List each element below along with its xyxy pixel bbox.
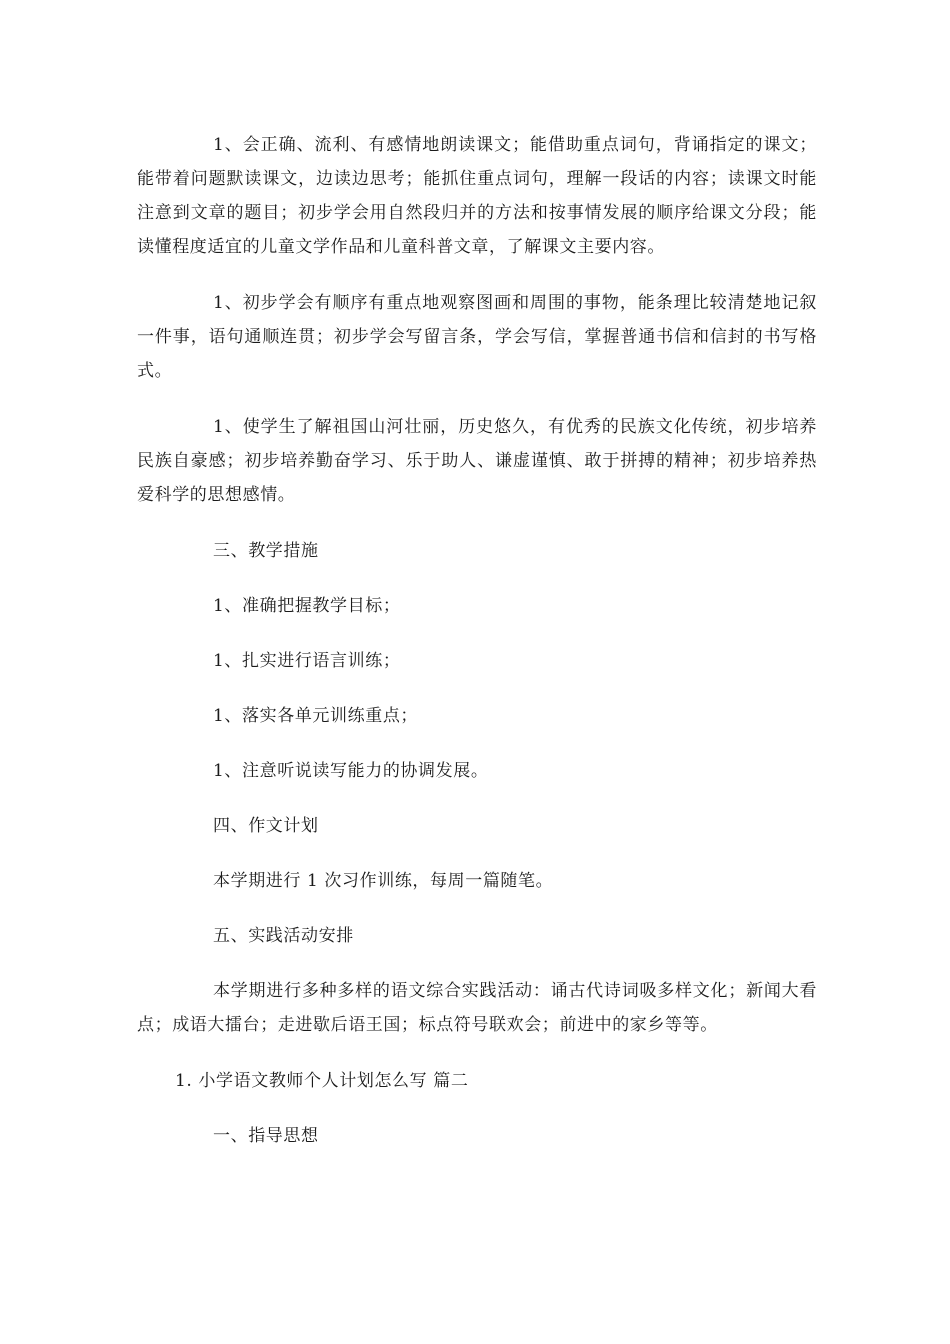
- section-heading-measures: 三、教学措施: [213, 541, 319, 561]
- paragraph-writing-goals: 1、初步学会有顺序有重点地观察图画和周围的事物，能条理比较清楚地记叙一件事，语句通顺连贯；初步学会写留言条，学会写信，掌握普通书信和信封的书写格式。: [137, 293, 817, 381]
- section-heading-guiding-thought: 一、指导思想: [213, 1126, 319, 1146]
- paragraph-reading-goals: 1、会正确、流利、有感情地朗读课文；能借助重点词句，背诵指定的课文；能带着问题默读课文，边读边思考；能抓住重点词句，理解一段话的内容；读课文时能注意到文章的题目；初步学会用自然段归并的方法和按事情发展的顺序给课文分段；能读懂程度适宜的儿童文学作品和儿童科普文章，了解课文主要内容。: [137, 135, 817, 257]
- list-item-measure-3: 1、落实各单元训练重点；: [213, 706, 419, 726]
- article-heading-part-two: 1. 小学语文教师个人计划怎么写 篇二: [175, 1071, 469, 1091]
- list-item-measure-2: 1、扎实进行语言训练；: [213, 651, 401, 671]
- document-page: [137, 128, 817, 1153]
- composition-plan-text: 本学期进行 1 次习作训练，每周一篇随笔。: [213, 871, 554, 891]
- section-heading-composition: 四、作文计划: [213, 816, 319, 836]
- list-item-measure-1: 1、准确把握教学目标；: [213, 596, 401, 616]
- paragraph-moral-goals: 1、使学生了解祖国山河壮丽，历史悠久，有优秀的民族文化传统，初步培养民族自豪感；初步培养勤奋学习、乐于助人、谦虚谨慎、敢于拼搏的精神；初步培养热爱科学的思想感情。: [137, 417, 817, 505]
- list-item-measure-4: 1、注意听说读写能力的协调发展。: [213, 761, 489, 781]
- paragraph-activities: 本学期进行多种多样的语文综合实践活动：诵古代诗词吸多样文化；新闻大看点；成语大擂台；走进歇后语王国；标点符号联欢会；前进中的家乡等等。: [137, 981, 817, 1035]
- section-heading-activities: 五、实践活动安排: [213, 926, 354, 946]
